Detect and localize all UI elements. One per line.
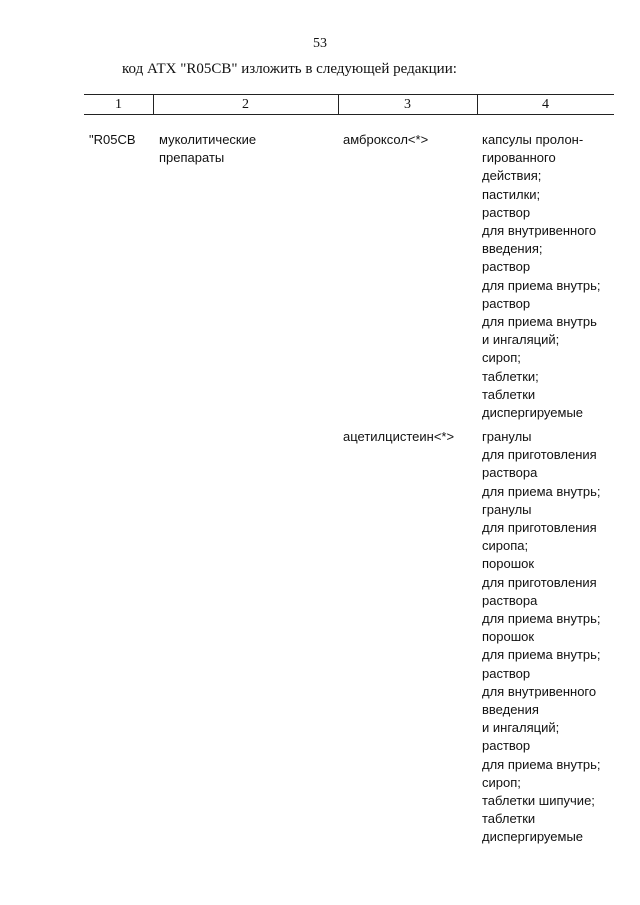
dosage-form-line: для приема внутрь; bbox=[482, 611, 601, 627]
page-number: 53 bbox=[313, 36, 327, 51]
dosage-form-line: таблетки bbox=[482, 386, 536, 402]
dosage-form-line: раствора bbox=[482, 465, 538, 481]
dosage-form-line: для приема внутрь; bbox=[482, 483, 601, 499]
header-col-1: 1 bbox=[115, 97, 122, 112]
dosage-form-line: сиропа; bbox=[482, 538, 529, 554]
dosage-form-line: введения; bbox=[482, 241, 543, 257]
dosage-form-line: гированного bbox=[482, 150, 556, 166]
dosage-form-line: для внутривенного bbox=[482, 223, 597, 239]
intro-text: код АТХ "R05CB" изложить в следующей редакции: bbox=[122, 61, 457, 77]
dosage-form-line: для приема внутрь; bbox=[482, 756, 601, 772]
substance-name: амброксол<*> bbox=[343, 132, 429, 147]
dosage-form-line: для приготовления bbox=[482, 520, 597, 536]
dosage-form-line: раствор bbox=[482, 204, 531, 220]
table-header-row bbox=[84, 94, 614, 115]
group-name bbox=[159, 131, 256, 167]
dosage-form-line: порошок bbox=[482, 556, 535, 572]
dosage-form-line: сироп; bbox=[482, 774, 521, 790]
dosage-form-line: раствор bbox=[482, 738, 531, 754]
dosage-form-line: раствор bbox=[482, 665, 531, 681]
dosage-form-line: порошок bbox=[482, 629, 535, 645]
header-col-3: 3 bbox=[404, 97, 411, 112]
dosage-form-line: для приготовления bbox=[482, 447, 597, 463]
dosage-form-line: гранулы bbox=[482, 501, 532, 517]
substance-name: ацетилцистеин<*> bbox=[343, 429, 455, 444]
atc-code: "R05CB bbox=[89, 132, 136, 147]
dosage-form-line: диспергируемые bbox=[482, 829, 584, 845]
dosage-form-line: таблетки bbox=[482, 811, 536, 827]
dosage-form-line: таблетки; bbox=[482, 368, 539, 384]
dosage-form-line: сироп; bbox=[482, 350, 521, 366]
dosage-form-line: раствор bbox=[482, 295, 531, 311]
dosage-form-line: для внутривенного bbox=[482, 683, 597, 699]
dosage-form-line: пастилки; bbox=[482, 186, 541, 202]
dosage-form-line: диспергируемые bbox=[482, 405, 584, 421]
dosage-form-line: для приема внутрь bbox=[482, 314, 597, 330]
dosage-forms-list bbox=[482, 428, 601, 847]
dosage-form-line: и ингаляций; bbox=[482, 720, 560, 736]
dosage-form-line: гранулы bbox=[482, 429, 532, 444]
dosage-form-line: капсулы пролон- bbox=[482, 132, 584, 147]
dosage-forms-list bbox=[482, 131, 601, 422]
dosage-form-line: раствора bbox=[482, 592, 538, 608]
dosage-form-line: введения bbox=[482, 702, 539, 718]
group-name-line: препараты bbox=[159, 150, 225, 166]
dosage-form-line: для приема внутрь; bbox=[482, 277, 601, 293]
dosage-form-line: и ингаляций; bbox=[482, 332, 560, 348]
group-name-line: муколитические bbox=[159, 132, 257, 147]
dosage-form-line: таблетки шипучие; bbox=[482, 793, 595, 809]
dosage-form-line: для приема внутрь; bbox=[482, 647, 601, 663]
header-col-4: 4 bbox=[542, 97, 549, 112]
header-col-2: 2 bbox=[242, 97, 249, 112]
dosage-form-line: раствор bbox=[482, 259, 531, 275]
dosage-form-line: для приготовления bbox=[482, 574, 597, 590]
dosage-form-line: действия; bbox=[482, 168, 542, 184]
